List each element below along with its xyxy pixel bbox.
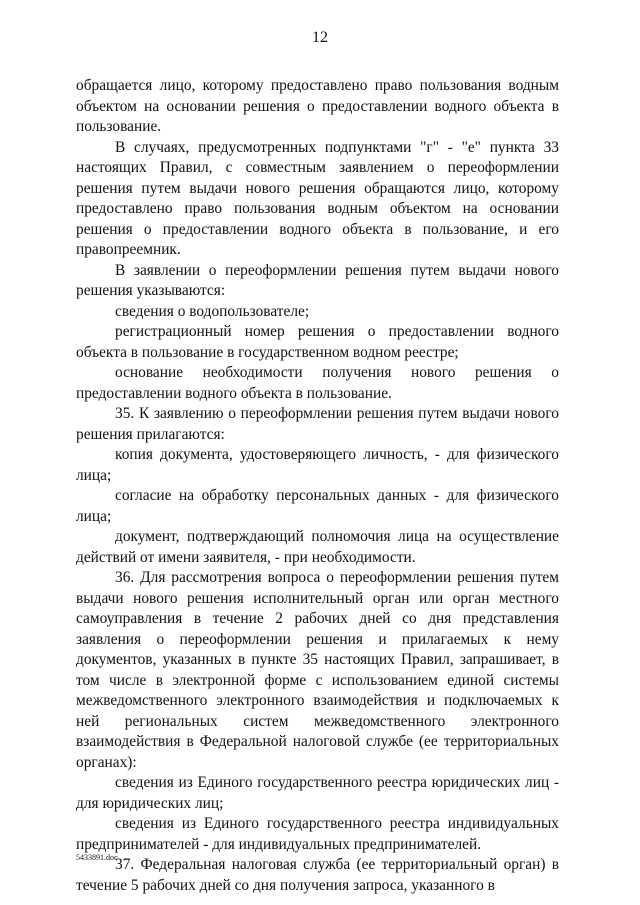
paragraph: сведения из Единого государственного реестра юридических лиц - для юридических лиц;	[76, 774, 559, 812]
footer-document-code: 5433891.doc	[76, 853, 118, 862]
paragraph: регистрационный номер решения о предоставлении водного объекта в пользование в государственном водном реестре;	[76, 323, 559, 361]
paragraph: В случаях, предусмотренных подпунктами "г" - "е" пункта 33 настоящих Правил, с совместным заявлением о переоформлении решения путем выдачи нового решения обращаются лицо, которому предоставлено право пользования водным объектом на основании решения о предоставлении водного объекта в пользование, и его правопреемник.	[76, 138, 559, 258]
page-number: 12	[312, 29, 328, 46]
paragraph: В заявлении о переоформлении решения путем выдачи нового решения указываются:	[76, 261, 559, 299]
paragraph: основание необходимости получения нового решения о предоставлении водного объекта в пользование.	[76, 364, 559, 402]
paragraph: копия документа, удостоверяющего личность, - для физического лица;	[76, 446, 559, 484]
paragraph: сведения о водопользователе;	[115, 302, 310, 320]
paragraph: 35. К заявлению о переоформлении решения путем выдачи нового решения прилагаются:	[76, 405, 559, 443]
paragraph: документ, подтверждающий полномочия лица на осуществление действий от имени заявителя, - при необходимости.	[76, 528, 559, 566]
paragraph: согласие на обработку персональных данных - для физического лица;	[76, 487, 559, 525]
document-body	[76, 76, 559, 896]
paragraph: 37. Федеральная налоговая служба (ее территориальный орган) в течение 5 рабочих дней со дня получения запроса, указанного в	[76, 856, 559, 894]
paragraph: 36. Для рассмотрения вопроса о переоформлении решения путем выдачи нового решения исполнительный орган или орган местного самоуправления в течение 2 рабочих дней со дня представления заявления о переоформлении решения и прилагаемых к нему документов, указанных в пункте 35 настоящих Правил, запрашивает, в том числе в электронной форме с использованием единой системы межведомственного электронного взаимодействия и подключаемых к ней региональных систем межведомственного электронного взаимодействия в Федеральной налоговой службе (ее территориальных органах):	[76, 569, 559, 771]
paragraph: сведения из Единого государственного реестра индивидуальных предпринимателей - для индивидуальных предпринимателей.	[76, 815, 559, 853]
paragraph: обращается лицо, которому предоставлено право пользования водным объектом на основании решения о предоставлении водного объекта в пользование.	[76, 77, 559, 135]
